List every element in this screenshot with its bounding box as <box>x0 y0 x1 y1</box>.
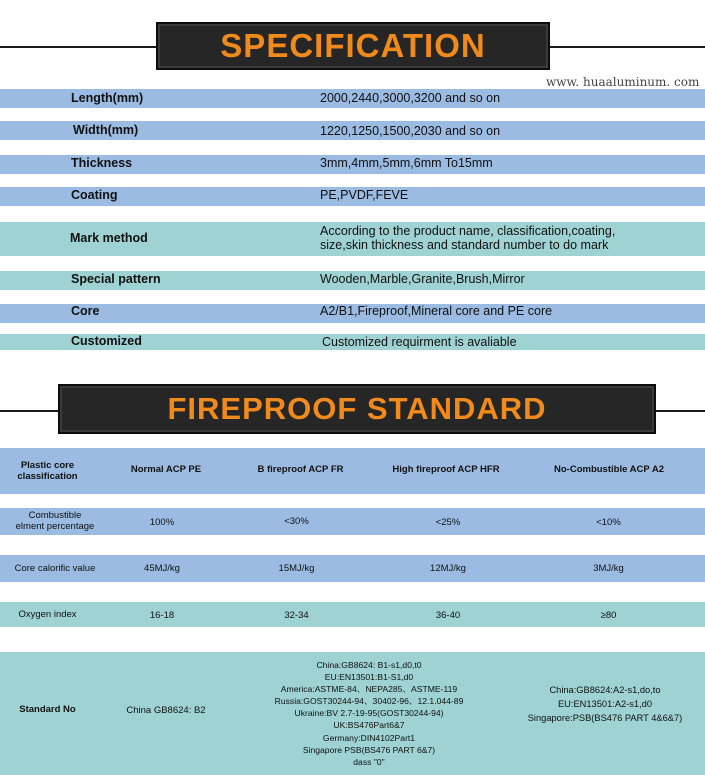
spec-label: Core <box>71 304 100 318</box>
standard-line: Germany:DIN4102Part1 <box>322 732 416 743</box>
fire-title: FIREPROOF STANDARD <box>167 391 547 426</box>
standard-line: EU:EN13501:B1-S1,d0 <box>324 672 414 683</box>
spec-value: Customized requirment is avaliable <box>322 335 517 349</box>
value-a2-standards <box>507 683 703 725</box>
spec-row-length <box>0 89 705 108</box>
spec-label: Length(mm) <box>71 91 144 105</box>
fire-row-combustible <box>0 508 705 535</box>
row-label: Core calorific value <box>14 563 96 574</box>
value-hfr: <25% <box>435 517 461 528</box>
spec-value: PE,PVDF,FEVE <box>320 188 409 202</box>
standard-line: EU:EN13501:A2-s1,d0 <box>557 699 653 709</box>
value-fr: <30% <box>284 516 309 527</box>
value-hfr: 12MJ/kg <box>430 563 466 574</box>
website-text: www. huaaluminum. com <box>546 75 700 89</box>
spec-label: Special pattern <box>71 272 161 286</box>
spec-label: Mark method <box>70 231 148 245</box>
spec-title: SPECIFICATION <box>220 27 486 64</box>
standard-line: China:GB8624: B1-s1,d0,t0 <box>316 660 422 670</box>
spec-value: 1220,1250,1500,2030 and so on <box>320 124 501 138</box>
standard-line: China:GB8624:A2-s1,do,to <box>549 685 661 695</box>
value-a2: 3MJ/kg <box>593 563 624 574</box>
spec-row-width <box>0 121 705 140</box>
value-pe: 45MJ/kg <box>144 563 180 574</box>
header-classification-line2: classification <box>17 471 78 482</box>
standard-line: UK:BS476Part6&7 <box>333 720 405 731</box>
standard-line: Singapore PSB(BS476 PART 6&7) <box>302 744 436 755</box>
spec-value: 2000,2440,3000,3200 and so on <box>320 91 501 105</box>
standard-line: Russia:GOST30244-94、30402-96、12.1.044-89 <box>274 696 464 707</box>
row-label: Standard No <box>19 704 76 715</box>
row-label-line1: Combustible <box>28 510 82 521</box>
value-hfr: 36-40 <box>435 610 461 621</box>
spec-row-customized <box>0 334 705 350</box>
value-a2: ≥80 <box>600 610 617 621</box>
spec-row-coating <box>0 187 705 206</box>
standard-line: Singapore:PSB(BS476 PART 4&6&7) <box>527 713 683 723</box>
value-fr: 32-34 <box>284 610 309 621</box>
fire-header-row <box>0 448 705 494</box>
row-label: Oxygen index <box>18 609 77 620</box>
spec-row-core <box>0 304 705 323</box>
spec-value-line1: According to the product name, classification,coating, <box>320 224 616 238</box>
header-high-fireproof-hfr: High fireproof ACP HFR <box>392 464 500 475</box>
value-fr: 15MJ/kg <box>278 563 315 574</box>
header-classification-line1: Plastic core <box>20 460 75 471</box>
value-fr-standards <box>228 659 510 768</box>
standard-line: America:ASTME-84、NEPA285、ASTME-119 <box>280 684 458 695</box>
header-classification <box>0 460 95 482</box>
spec-value-line2: size,skin thickness and standard number to do mark <box>320 238 609 252</box>
spec-value: A2/B1,Fireproof,Mineral core and PE core <box>320 304 553 318</box>
row-label-line2: elment percentage <box>15 521 95 532</box>
header-b-fireproof-fr: B fireproof ACP FR <box>257 464 344 475</box>
row-label <box>0 510 110 532</box>
fire-banner <box>58 384 656 434</box>
value-a2: <10% <box>596 517 621 528</box>
spec-value: 3mm,4mm,5mm,6mm To15mm <box>320 156 493 170</box>
spec-banner <box>156 22 550 70</box>
spec-value: Wooden,Marble,Granite,Brush,Mirror <box>320 272 525 286</box>
spec-row-thickness <box>0 155 705 174</box>
value-pe: China GB8624: B2 <box>126 705 206 716</box>
spec-label: Coating <box>71 188 118 202</box>
spec-label: Customized <box>71 334 142 348</box>
header-non-combustible-a2: No-Combustible ACP A2 <box>554 464 664 475</box>
fire-row-oxygen <box>0 602 705 627</box>
fire-row-standard <box>0 652 705 775</box>
spec-label: Width(mm) <box>73 123 139 137</box>
standard-line: Ukraine:BV 2.7-19-95(GOST30244-94) <box>294 708 444 719</box>
fire-row-calorific <box>0 555 705 582</box>
spec-label: Thickness <box>71 156 133 170</box>
spec-row-mark-method <box>0 222 705 256</box>
header-normal-pe: Normal ACP PE <box>130 464 202 475</box>
spec-row-special-pattern <box>0 271 705 290</box>
value-pe: 100% <box>149 517 175 528</box>
value-pe: 16-18 <box>149 610 175 621</box>
standard-line: dass "0" <box>353 756 385 767</box>
